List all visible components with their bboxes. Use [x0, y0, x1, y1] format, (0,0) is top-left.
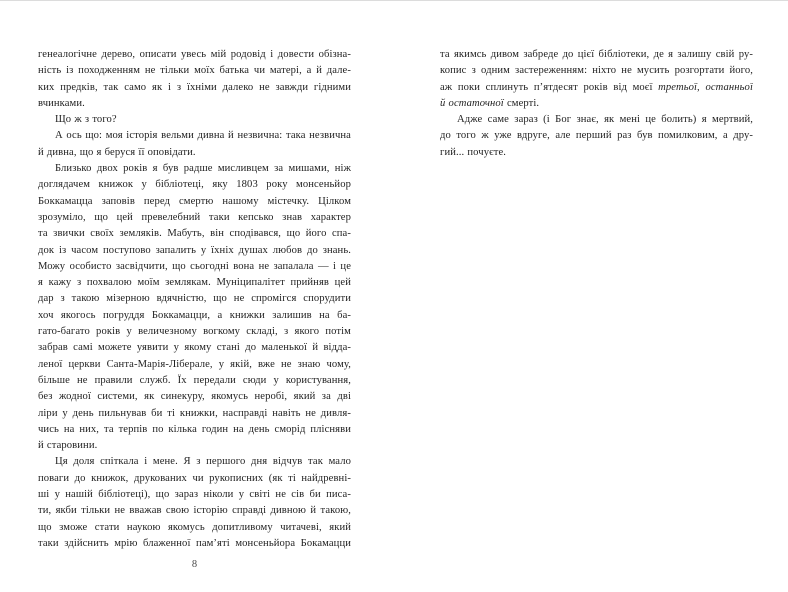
text-line: ші у нашій бібліотеці), що зараз ніколи у світі не сів би писа-: [38, 489, 351, 501]
text-line: поваги до книжок, друкованих чи рукописних (як ті найдревні-: [38, 472, 351, 484]
text-line: Боккамацца заповів перед смертю нашому містечку. Цілком: [38, 195, 351, 207]
text-line: Що ж з того?: [55, 114, 117, 126]
text-line: що зможе стати наукою якомусь допитливому читачеві, який: [38, 521, 351, 533]
text-line: й остаточної смерті.: [440, 97, 540, 109]
text-line: більше не правили служб. Їх передали сюди у користування,: [38, 374, 351, 386]
paragraph: [440, 47, 753, 112]
text-line: хоч якогось погруддя Боккамацци, а книжки залишив на ба-: [38, 309, 351, 321]
page-number: 8: [191, 559, 198, 570]
paragraph: [38, 454, 351, 552]
text-line: чись на них, та терпів по кілька годин на день сморід плісняви: [38, 423, 351, 435]
text-line: Адже саме зараз (і Бог знає, як мені це болить) я мертвий,: [457, 114, 753, 126]
text-line: ність із походженням не тільки моїх батька чи матері, а й дале-: [38, 65, 351, 77]
text-line: док із часом поступово запалить у їхніх душах любов до знань.: [38, 244, 351, 256]
text-line: забрав самі можете уявити у якому стані до маленької й відда-: [38, 342, 351, 354]
text-line: та звички своїх земляків. Мабуть, він сподівався, що його спа-: [38, 228, 351, 240]
text-line: леної церкви Санта-Марія-Ліберале, у якій, вже не знаю чому,: [38, 358, 351, 370]
paragraph: [38, 47, 351, 112]
text-line: дар з такою мізерною вдячністю, що не спромігся спорудити: [38, 293, 351, 305]
text-line: Близько двох років я був радше мисливцем за мишами, ніж: [55, 163, 351, 175]
left-page-column: [38, 47, 351, 552]
text-line: доглядачем книжок у бібліотеці, яку 1803 року монсеньйор: [38, 179, 351, 191]
right-page-column: [440, 47, 753, 161]
paragraph: [38, 128, 351, 161]
text-line: я кажу з похвалою моїм землякам. Муніципалітет прийняв цей: [38, 277, 351, 289]
text-line: до того ж уже вдруге, але перший раз був помилковим, а дру-: [440, 130, 753, 142]
text-line: генеалогічне дерево, описати увесь мій родовід і довести обізна-: [38, 49, 351, 60]
text-line: ліри у день пильнував би ті книжки, насправді навіть не дивля-: [38, 407, 351, 419]
text-line: копис з одним застереженням: ніхто не мусить розгортати його,: [440, 65, 753, 77]
text-line: Можу особисто засвідчити, що сьогодні вона не запалала — і це: [38, 260, 351, 272]
text-line: вчинками.: [38, 97, 85, 109]
text-line: зрозуміло, що цей превелебний таки кепсько знав характер: [38, 211, 351, 223]
text-line: гато-багато років у величезному вогкому складі, з якого потім: [38, 326, 351, 338]
text-line: без жодної системи, як синекуру, якомусь неробі, який за дві: [38, 391, 351, 403]
text-line: й дивна, що я беруся її оповідати.: [38, 146, 196, 158]
text-line: А ось що: моя історія вельми дивна й незвична: така незвична: [55, 130, 351, 142]
text-line: таки здійснить мрію блаженної пам’яті монсеньйора Бокамацци: [38, 537, 351, 549]
paragraph: [38, 112, 351, 128]
text-line: аж поки сплинуть п’ятдесят років від моєї третьої, останньої: [440, 81, 753, 93]
text-line: Ця доля спіткала і мене. Я з першого дня відчув так мало: [55, 456, 351, 468]
text-line: гий... почуєте.: [440, 146, 507, 158]
paragraph: [440, 112, 753, 161]
text-line: й старовини.: [38, 440, 98, 452]
text-line: та якимсь дивом забреде до цієї бібліотеки, де я залишу свій ру-: [440, 49, 753, 60]
paragraph: [38, 161, 351, 454]
text-line: ти, якби тільки не вважав свою історію справді дивною й такою,: [38, 505, 351, 517]
text-line: ких предків, так само як і з їхніми далеко не завжди гідними: [38, 81, 351, 93]
